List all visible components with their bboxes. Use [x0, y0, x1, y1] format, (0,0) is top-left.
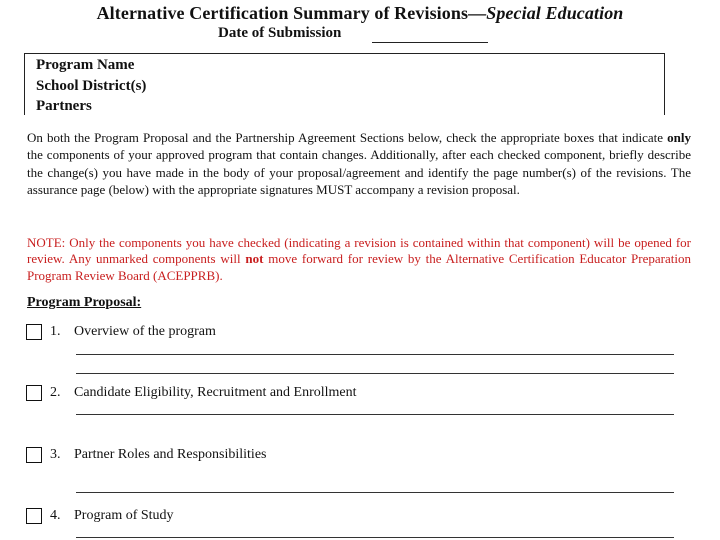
item-label: Partner Roles and Responsibilities [74, 447, 267, 462]
document-title [0, 3, 720, 24]
note-text-continued: move forward for review by the Alternative Certification Educator Preparation Program Review Board (ACEPPRB). [27, 251, 691, 283]
checkbox-candidate-eligibility[interactable] [26, 385, 42, 401]
item-label: Candidate Eligibility, Recruitment and Enrollment [74, 385, 357, 400]
date-of-submission-field[interactable] [372, 42, 488, 43]
list-item [26, 508, 686, 528]
item-number: 2. [50, 385, 61, 400]
item-label: Overview of the program [74, 324, 216, 339]
partners-label: Partners [36, 98, 92, 114]
list-item [26, 324, 686, 344]
answer-line[interactable] [76, 414, 674, 415]
item-number: 3. [50, 447, 61, 462]
school-district-label: School District(s) [36, 78, 147, 94]
checkbox-overview[interactable] [26, 324, 42, 340]
answer-line[interactable] [76, 354, 674, 355]
item-label: Program of Study [74, 508, 174, 523]
instructions-emphasis: only [667, 130, 691, 145]
instructions-text: On both the Program Proposal and the Partnership Agreement Sections below, check the appropriate boxes that indicate [27, 130, 668, 145]
item-number: 1. [50, 324, 61, 339]
note-text: NOTE: Only the components you have checked (indicating a revision is contained within that component) will be opened for review. Any unmarked components will [27, 235, 691, 267]
title-main: Alternative Certification Summary of Revisions— [96, 3, 487, 23]
date-of-submission-label: Date of Submission [218, 25, 342, 41]
answer-line[interactable] [76, 537, 674, 538]
list-item [26, 447, 686, 467]
answer-line[interactable] [76, 373, 674, 374]
answer-line[interactable] [76, 492, 674, 493]
title-program-type: Special Education [486, 3, 624, 23]
program-name-label: Program Name [36, 57, 135, 73]
checkbox-program-of-study[interactable] [26, 508, 42, 524]
note-paragraph [27, 235, 691, 284]
instructions-text-continued: the components of your approved program that contain changes. Additionally, after each checked component, briefly describe the change(s) you have made in the body of your proposal/agreement and identify the page number(s) of the revisions. The assurance page (below) with the appropriate signatures MUST accompany a revision proposal. [27, 147, 691, 198]
checkbox-partner-roles[interactable] [26, 447, 42, 463]
program-info-box [24, 53, 665, 115]
list-item [26, 385, 686, 405]
program-proposal-heading: Program Proposal: [27, 295, 142, 310]
instructions-paragraph [27, 129, 691, 199]
item-number: 4. [50, 508, 61, 523]
note-emphasis: not [245, 251, 264, 267]
